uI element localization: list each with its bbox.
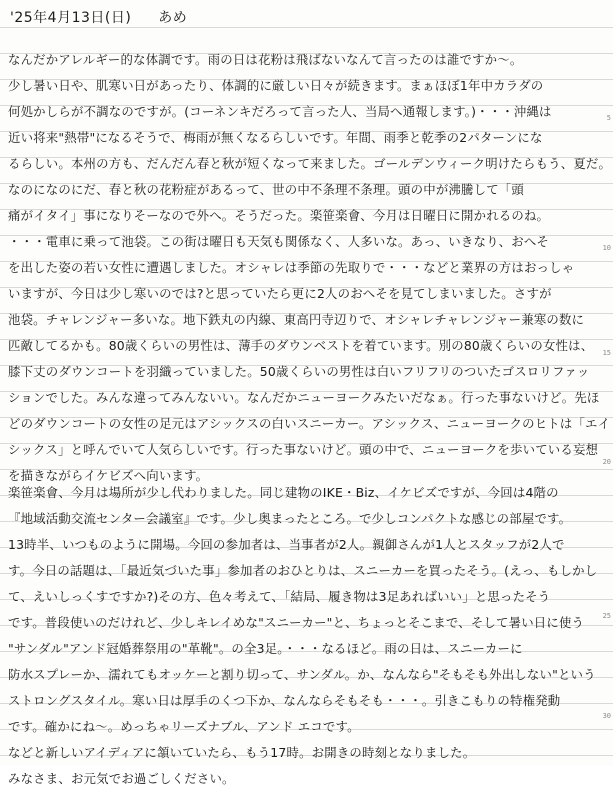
line-mark-15: 15 bbox=[602, 349, 611, 357]
text-line: シックス」と呼んでいて人気らしいです。行った事ないけど。頭の中で、ニューヨークを歩いている妄想 bbox=[8, 442, 599, 457]
text-line: 何処かしらが不調なのですが。(コーネンキだろって言った人、当局へ通報します。)・・・沖縄は bbox=[8, 104, 552, 119]
text-line: 池袋。チャレンジャー多いな。地下鉄丸の内線、東高円寺辺りで、オシャレチャレンジャー兼寒の数に bbox=[8, 312, 585, 327]
text-line: なんだかアレルギー的な体調です。雨の日は花粉は飛ばないなんて言ったのは誰ですか〜。 bbox=[8, 52, 523, 67]
line-mark-30: 30 bbox=[602, 712, 611, 720]
text-line: です。確かにね〜。めっちゃリーズナブル、アンド エコです。 bbox=[8, 719, 360, 734]
text-line: を出した姿の若い女性に遭遇しました。オシャレは季節の先取りで・・・などと業界の方はおっしゃ bbox=[8, 260, 575, 275]
text-line: 防水スプレーか、濡れてもオッケーと割り切って、サンダル。か、なんなら"そもそも外出しない"という bbox=[8, 667, 596, 682]
text-line: 匹敵してるかも。80歳くらいの男性は、薄手のダウンベストを着ています。別の80歳くらいの女性は、 bbox=[8, 338, 594, 353]
text-line: ストロングスタイル。寒い日は厚手のくつ下か、なんならそもそも・・・。引きこもりの特権発動 bbox=[8, 693, 561, 708]
text-line: みなさま、お元気でお過ごしください。 bbox=[8, 771, 235, 786]
text-line: す。今日の話題は、「最近気づいた事」参加者のおひとりは、スニーカーを買ったそう。(えっ、もしかし bbox=[8, 563, 598, 578]
text-line: 『地域活動交流センター会議室』です。少し奥まったところ。で少しコンパクトな感じの部屋です。 bbox=[8, 511, 572, 526]
paragraph-2 bbox=[8, 480, 604, 792]
text-line: などと新しいアイディアに頷いていたら、もう17時。お開きの時刻となりました。 bbox=[8, 745, 476, 760]
text-line: を描きながらイケビズへ向います。 bbox=[8, 468, 209, 483]
line-mark-10: 10 bbox=[602, 244, 611, 252]
text-line: なのになのにだ、春と秋の花粉症があるって、世の中不条理不条理。頭の中が沸騰して「頭 bbox=[8, 182, 524, 197]
date-text: '25年4月13日(日) bbox=[10, 10, 132, 26]
text-line: 少し暑い日や、肌寒い日があったり、体調的に厳しい日々が続きます。まぁほぼ1年中カラダの bbox=[8, 78, 544, 93]
text-line: ・・・電車に乗って池袋。この街は曜日も天気も関係なく、人多いな。あっ、いきなり、おへそ bbox=[8, 234, 550, 249]
diary-header bbox=[10, 5, 187, 31]
text-line: どのダウンコートの女性の足元はアシックスの白いスニーカー。アシックス、ニューヨークのヒトは「エイ bbox=[8, 416, 611, 431]
text-line: 痛がイタイ」事になりそーなので外へ。そうだった。楽笹楽會、今月は日曜日に開かれるのね。 bbox=[8, 208, 550, 223]
line-number-marks bbox=[599, 0, 613, 766]
text-line: 楽笹楽會、今月は場所が少し代わりました。同じ建物のIKE・Biz、イケビズですが、今回は4階の bbox=[8, 485, 559, 500]
weather-text: あめ bbox=[158, 10, 188, 26]
text-line: いますが、今日は少し寒いのでは?と思っていたら更に2人のおへそを見てしまいました。さすが bbox=[8, 286, 552, 301]
text-line: 13時半、いつものように開場。今回の参加者は、当事者が2人。親御さんが1人とスタッフが2人で bbox=[8, 537, 565, 552]
text-line: て、えいしっくすですか?)その方、色々考えて、「結局、履き物は3足あればいい」と思ったそう bbox=[8, 589, 551, 604]
text-line: ションでした。みんな違ってみんないい。なんだかニューヨークみたいだなぁ。行った事ないけど。先ほ bbox=[8, 390, 600, 405]
text-line: 近い将来"熱帯"になるそうで、梅雨が無くなるらしいです。年間、雨季と乾季の2パターンにな bbox=[8, 130, 543, 145]
text-line: です。普段使いのだけれど、少しキレイめな"スニーカー"と、ちょっとそこまで、そして暑い日に使う bbox=[8, 615, 585, 630]
text-line: るらしい。本州の方も、だんだん春と秋が短くなって来ました。ゴールデンウィーク明けたらもう、夏だ。 bbox=[8, 156, 612, 171]
line-mark-20: 20 bbox=[602, 458, 611, 466]
line-mark-5: 5 bbox=[606, 114, 611, 122]
text-line: "サンダル"アンド冠婚葬祭用の"革靴"。の全3足。・・・なるほど。雨の日は、スニーカーに bbox=[8, 641, 523, 656]
line-mark-25: 25 bbox=[602, 612, 611, 620]
text-line: 膝下丈のダウンコートを羽織っていました。50歳くらいの男性は白いフリフリのついたゴスロリファッ bbox=[8, 364, 590, 379]
